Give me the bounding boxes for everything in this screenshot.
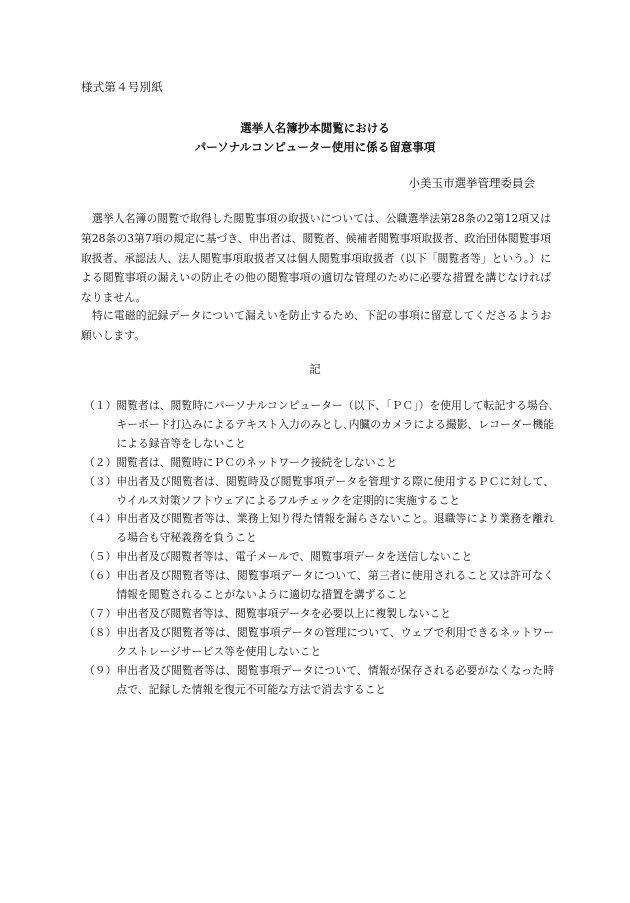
item-text: 申出者及び閲覧者等は、閲覧事項データを必要以上に複製しないこと — [116, 606, 452, 620]
item-number: （８） — [84, 625, 117, 639]
paragraph-intro: 選挙人名簿の閲覧で取得した閲覧事項の取扱いについては、公職選挙法第28条の2第12項又は第28条の3第7項の規定に基づき、申出者は、閲覧者、候補者閲覧事項取扱者、政治団体閲覧事項取扱者、承認法人、法人閲覧事項取扱者又は個人閲覧事項取扱者（以下「閲覧者等」という。）による閲覧事項の漏えいの防止その他の閲覧事項の適切な管理のために必要な措置を講じなければなりません。 — [81, 212, 551, 305]
item-number: （４） — [84, 512, 117, 526]
list-item — [84, 510, 554, 548]
item-text: 申出者及び閲覧者は、閲覧時及び閲覧事項データを管理する際に使用するＰＣに対して、ウイルス対策ソフトウェアによるフルチェックを定期的に実施すること — [116, 474, 554, 507]
item-text: 申出者及び閲覧者等は、電子メールで、閲覧事項データを送信しないこと — [116, 550, 473, 564]
ki-heading: 記 — [309, 362, 321, 376]
item-number: （９） — [84, 663, 117, 677]
item-text: 申出者及び閲覧者等は、閲覧事項データについて、第三者に使用されること又は許可なく情報を閲覧されることがないように適切な措置を講ずること — [116, 569, 554, 602]
item-text: 申出者及び閲覧者等は、閲覧事項データの管理について、ウェブで利用できるネットワークストレージサービス等を使用しないこと — [116, 625, 554, 658]
item-number: （２） — [84, 455, 117, 469]
item-number: （６） — [84, 569, 117, 583]
item-number: （３） — [84, 474, 117, 488]
paragraph-request: 特に電磁的記録データについて漏えいを防止するため、下記の事項に留意してくださるようお願いします。 — [81, 309, 551, 342]
issuer-name: 小美玉市選挙管理委員会 — [408, 176, 535, 190]
list-item — [84, 473, 554, 511]
title-line-2: パーソナルコンピューター使用に係る留意事項 — [194, 140, 436, 154]
list-item — [84, 548, 554, 567]
list-item — [84, 662, 554, 700]
item-text: 閲覧者は、閲覧時にＰＣのネットワーク接続をしないこと — [116, 455, 398, 469]
item-number: （１） — [84, 399, 117, 412]
precautions-list — [84, 397, 554, 700]
list-item — [84, 454, 554, 473]
item-text: 申出者及び閲覧者等は、業務上知り得た情報を漏らさないこと。退職等により業務を離れる場合も守秘義務を負うこと — [116, 512, 554, 545]
list-item — [84, 567, 554, 605]
title-line-1: 選挙人名簿抄本閲覧における — [240, 121, 390, 135]
list-item — [84, 624, 554, 662]
item-text: 閲覧者は、閲覧時にパーソナルコンピューター（以下、「ＰＣ」）を使用して転記する場合､キーボード打込みによるテキスト入力のみとし､内臓のカメラによる撮影、レコーダー機能による録音等をしないこと — [116, 399, 554, 450]
item-number: （５） — [84, 550, 117, 564]
list-item — [84, 605, 554, 624]
list-item — [84, 397, 554, 454]
item-number: （７） — [84, 606, 117, 620]
item-text: 申出者及び閲覧者等は、閲覧事項データについて、情報が保存される必要がなくなった時点で、記録した情報を復元不可能な方法で消去すること — [116, 663, 554, 696]
form-label: 様式第４号別紙 — [81, 80, 163, 94]
